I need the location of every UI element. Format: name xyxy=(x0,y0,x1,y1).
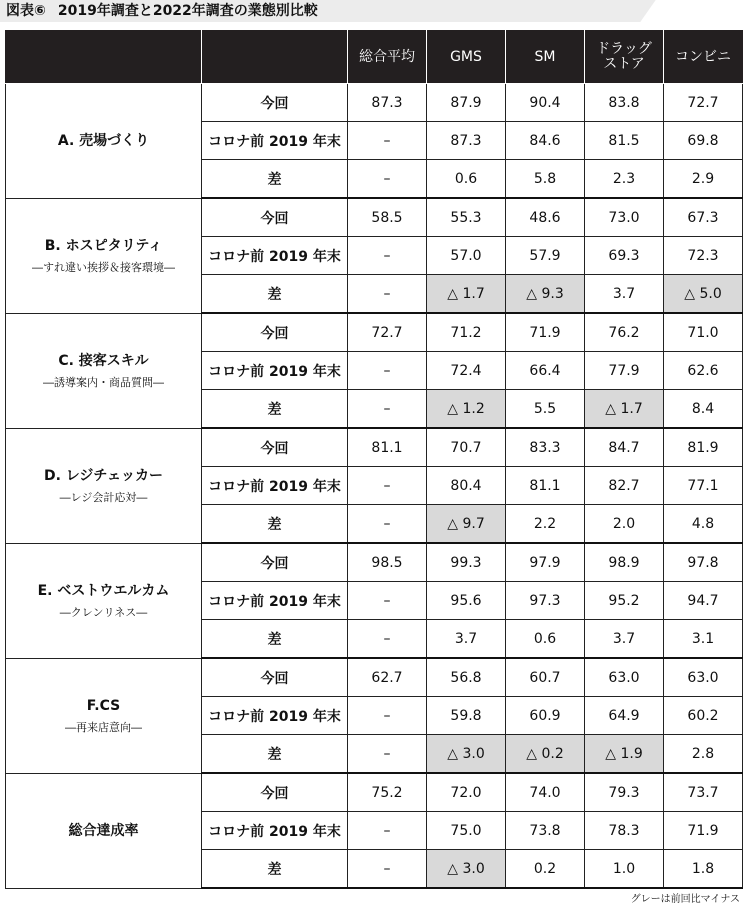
value-cell: 71.0 xyxy=(664,313,743,352)
value-cell: 81.9 xyxy=(664,428,743,467)
header-cell-average: 総合平均 xyxy=(348,31,427,84)
value-cell: – xyxy=(348,850,427,889)
value-cell: 48.6 xyxy=(506,198,585,237)
header-drugstore-line: ストア xyxy=(603,56,645,72)
value-cell: 60.9 xyxy=(506,697,585,735)
figure-number: 図表⑥ xyxy=(6,3,46,19)
value-cell: 97.3 xyxy=(506,582,585,620)
value-cell: 60.7 xyxy=(506,658,585,697)
value-cell: 81.1 xyxy=(506,467,585,505)
category-name: A. 売場づくり xyxy=(57,132,150,149)
value-cell: – xyxy=(348,697,427,735)
value-cell: – xyxy=(348,812,427,850)
row-label: コロナ前 2019 年末 xyxy=(202,122,348,160)
value-cell: – xyxy=(348,390,427,429)
figure-title-text: 2019年調査と2022年調査の業態別比較 xyxy=(57,3,318,19)
value-cell: △ 1.7 xyxy=(427,275,506,314)
category-subtitle: ―すれ違い挨拶＆接客環境― xyxy=(32,260,175,274)
row-label: コロナ前 2019 年末 xyxy=(202,582,348,620)
value-cell: 84.7 xyxy=(585,428,664,467)
category-cell xyxy=(6,543,202,658)
value-cell: 81.5 xyxy=(585,122,664,160)
value-cell: 59.8 xyxy=(427,697,506,735)
value-cell: 3.7 xyxy=(427,620,506,659)
value-cell: 84.6 xyxy=(506,122,585,160)
header-cell-convenience: コンビニ xyxy=(664,31,743,84)
table-body xyxy=(6,84,743,889)
value-cell: 57.9 xyxy=(506,237,585,275)
category-subtitle: ―誘導案内・商品質問― xyxy=(43,375,164,389)
table-row xyxy=(6,543,743,582)
value-cell: 97.9 xyxy=(506,543,585,582)
value-cell: 57.0 xyxy=(427,237,506,275)
value-cell: 72.7 xyxy=(664,84,743,122)
value-cell: 95.2 xyxy=(585,582,664,620)
row-label: 差 xyxy=(202,735,348,774)
header-cell-gms: GMS xyxy=(427,31,506,84)
legend-note: グレーは前回比マイナス xyxy=(630,894,740,905)
category-name: F.CS xyxy=(86,697,121,714)
row-label: コロナ前 2019 年末 xyxy=(202,237,348,275)
value-cell: 77.1 xyxy=(664,467,743,505)
value-cell: 87.3 xyxy=(427,122,506,160)
value-cell: – xyxy=(348,735,427,774)
category-name: E. ベストウエルカム xyxy=(37,582,170,599)
row-label: 差 xyxy=(202,160,348,199)
table-row xyxy=(6,658,743,697)
value-cell: △ 1.9 xyxy=(585,735,664,774)
value-cell: 67.3 xyxy=(664,198,743,237)
value-cell: 75.2 xyxy=(348,773,427,812)
value-cell: 83.3 xyxy=(506,428,585,467)
row-label: 今回 xyxy=(202,198,348,237)
value-cell: 73.8 xyxy=(506,812,585,850)
value-cell: 1.8 xyxy=(664,850,743,889)
value-cell: 87.9 xyxy=(427,84,506,122)
category-cell xyxy=(6,198,202,313)
value-cell: 98.9 xyxy=(585,543,664,582)
value-cell: 62.6 xyxy=(664,352,743,390)
value-cell: 64.9 xyxy=(585,697,664,735)
value-cell: – xyxy=(348,620,427,659)
value-cell: 73.0 xyxy=(585,198,664,237)
row-label: 今回 xyxy=(202,428,348,467)
value-cell: 58.5 xyxy=(348,198,427,237)
row-label: 今回 xyxy=(202,313,348,352)
value-cell: 72.3 xyxy=(664,237,743,275)
value-cell: 3.7 xyxy=(585,275,664,314)
value-cell: 82.7 xyxy=(585,467,664,505)
value-cell: △ 3.0 xyxy=(427,735,506,774)
value-cell: △ 9.7 xyxy=(427,505,506,544)
header-drugstore-line: ドラッグ xyxy=(596,41,652,57)
value-cell: 73.7 xyxy=(664,773,743,812)
value-cell: 76.2 xyxy=(585,313,664,352)
value-cell: 3.1 xyxy=(664,620,743,659)
value-cell: 71.9 xyxy=(664,812,743,850)
value-cell: 2.2 xyxy=(506,505,585,544)
header-cell-drugstore xyxy=(585,31,664,84)
value-cell: 2.0 xyxy=(585,505,664,544)
value-cell: 72.4 xyxy=(427,352,506,390)
value-cell: – xyxy=(348,467,427,505)
table-row xyxy=(6,773,743,812)
value-cell: – xyxy=(348,275,427,314)
category-cell xyxy=(6,428,202,543)
value-cell: 3.7 xyxy=(585,620,664,659)
value-cell: – xyxy=(348,122,427,160)
value-cell: 81.1 xyxy=(348,428,427,467)
category-name: B. ホスピタリティ xyxy=(44,237,163,254)
value-cell: 78.3 xyxy=(585,812,664,850)
value-cell: – xyxy=(348,352,427,390)
value-cell: 80.4 xyxy=(427,467,506,505)
value-cell: 2.3 xyxy=(585,160,664,199)
value-cell: – xyxy=(348,160,427,199)
value-cell: 90.4 xyxy=(506,84,585,122)
value-cell: △ 9.3 xyxy=(506,275,585,314)
value-cell: 5.5 xyxy=(506,390,585,429)
row-label: 差 xyxy=(202,620,348,659)
row-label: 今回 xyxy=(202,658,348,697)
category-name: 総合達成率 xyxy=(68,822,139,839)
category-cell xyxy=(6,84,202,199)
row-label: コロナ前 2019 年末 xyxy=(202,352,348,390)
value-cell: 4.8 xyxy=(664,505,743,544)
header-cell-sm: SM xyxy=(506,31,585,84)
row-label: コロナ前 2019 年末 xyxy=(202,812,348,850)
category-cell xyxy=(6,773,202,888)
row-label: 差 xyxy=(202,275,348,314)
category-subtitle: ―クレンリネス― xyxy=(59,605,148,619)
row-label: 差 xyxy=(202,505,348,544)
value-cell: 2.8 xyxy=(664,735,743,774)
category-cell xyxy=(6,658,202,773)
value-cell: 95.6 xyxy=(427,582,506,620)
row-label: コロナ前 2019 年末 xyxy=(202,467,348,505)
value-cell: 66.4 xyxy=(506,352,585,390)
value-cell: 8.4 xyxy=(664,390,743,429)
table-row xyxy=(6,84,743,122)
row-label: 差 xyxy=(202,850,348,889)
category-subtitle: ―再来店意向― xyxy=(65,720,142,734)
value-cell: – xyxy=(348,237,427,275)
value-cell: 87.3 xyxy=(348,84,427,122)
value-cell: 98.5 xyxy=(348,543,427,582)
value-cell: 2.9 xyxy=(664,160,743,199)
value-cell: △ 1.7 xyxy=(585,390,664,429)
category-name: D. レジチェッカー xyxy=(43,467,164,484)
figure-title xyxy=(6,2,318,20)
value-cell: 55.3 xyxy=(427,198,506,237)
row-label: 今回 xyxy=(202,543,348,582)
value-cell: 72.0 xyxy=(427,773,506,812)
value-cell: 62.7 xyxy=(348,658,427,697)
value-cell: 63.0 xyxy=(585,658,664,697)
value-cell: △ 5.0 xyxy=(664,275,743,314)
value-cell: 75.0 xyxy=(427,812,506,850)
value-cell: △ 1.2 xyxy=(427,390,506,429)
value-cell: 63.0 xyxy=(664,658,743,697)
value-cell: 0.6 xyxy=(427,160,506,199)
value-cell: 97.8 xyxy=(664,543,743,582)
value-cell: 83.8 xyxy=(585,84,664,122)
value-cell: △ 3.0 xyxy=(427,850,506,889)
value-cell: 0.6 xyxy=(506,620,585,659)
category-subtitle: ―レジ会計応対― xyxy=(59,490,148,504)
comparison-table xyxy=(5,30,743,889)
value-cell: 99.3 xyxy=(427,543,506,582)
row-label: コロナ前 2019 年末 xyxy=(202,697,348,735)
value-cell: 77.9 xyxy=(585,352,664,390)
table-row xyxy=(6,313,743,352)
value-cell: 69.8 xyxy=(664,122,743,160)
value-cell: 71.9 xyxy=(506,313,585,352)
value-cell: 94.7 xyxy=(664,582,743,620)
header-cell-category xyxy=(6,31,202,84)
header-cell-row-type xyxy=(202,31,348,84)
table-row xyxy=(6,198,743,237)
value-cell: 5.8 xyxy=(506,160,585,199)
value-cell: 79.3 xyxy=(585,773,664,812)
value-cell: 69.3 xyxy=(585,237,664,275)
row-label: 今回 xyxy=(202,773,348,812)
value-cell: 70.7 xyxy=(427,428,506,467)
row-label: 今回 xyxy=(202,84,348,122)
value-cell: 74.0 xyxy=(506,773,585,812)
row-label: 差 xyxy=(202,390,348,429)
header-row xyxy=(6,31,743,84)
value-cell: 60.2 xyxy=(664,697,743,735)
value-cell: 0.2 xyxy=(506,850,585,889)
value-cell: – xyxy=(348,505,427,544)
table-row xyxy=(6,428,743,467)
category-cell xyxy=(6,313,202,428)
value-cell: 71.2 xyxy=(427,313,506,352)
value-cell: 72.7 xyxy=(348,313,427,352)
category-name: C. 接客スキル xyxy=(58,352,149,369)
value-cell: 1.0 xyxy=(585,850,664,889)
value-cell: △ 0.2 xyxy=(506,735,585,774)
value-cell: 56.8 xyxy=(427,658,506,697)
value-cell: – xyxy=(348,582,427,620)
